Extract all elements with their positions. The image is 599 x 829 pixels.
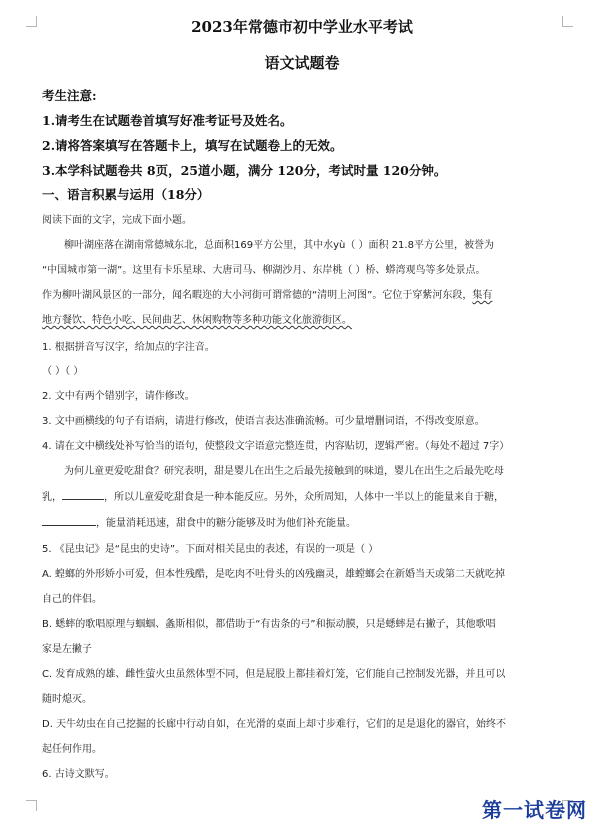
option-b-cont: 家是左撇子 xyxy=(42,644,92,655)
option-a-cont: 自己的伴侣。 xyxy=(42,594,102,605)
question-4: 4. 请在文中横线处补写恰当的语句，使整段文字语意完整连贯，内容贴切，逻辑严密。（每处不超过 7字） xyxy=(42,441,510,452)
question-1: 1. 根据拼音写汉字，给加点的字注音。 xyxy=(42,342,215,353)
notice-item: 3.本学科试题卷共 8页，25道小题，满分 120分，考试时量 120分钟。 xyxy=(42,163,447,178)
passage-line: “中国城市第一湖”。这里有卡乐星球、大唐司马、柳湖沙月、东岸桃（ ）桥、蟒湾观鸟等多处景点。 xyxy=(42,265,486,276)
option-d: D. 天牛幼虫在自己挖掘的长廊中行动自如，在光滑的桌面上却寸步难行，它们的足是退化的器官，始终不 xyxy=(42,719,507,730)
question-5: 5. 《昆虫记》是“昆虫的史诗”。下面对相关昆虫的表述，有误的一项是（ ） xyxy=(42,544,379,555)
question-4-text: 为何儿童更爱吃甜食？研究表明，甜是婴儿在出生之后最先接触到的味道，婴儿在出生之后最先吃母 xyxy=(64,466,504,477)
exam-subtitle: 语文试题卷 xyxy=(264,54,340,72)
option-d-cont: 起任何作用。 xyxy=(42,744,102,755)
question-3: 3. 文中画横线的句子有语病，请进行修改，使语言表达准确流畅。可少量增删词语，不得改变原意。 xyxy=(42,416,485,427)
crop-mark-bottom-left xyxy=(26,800,37,811)
wavy-underlined-text: 集有 xyxy=(472,290,493,301)
option-b: B. 蟋蟀的歌唱原理与蝈蝈、螽斯相似，都借助于“有齿条的弓”和振动膜，只是蟋蟀是右撇子，其他歌唱 xyxy=(42,619,496,630)
passage-line: 作为柳叶湖风景区的一部分，闻名暇迩的大小河街可谓常德的“清明上河图”。它位于穿紫河东段，集有 xyxy=(42,290,493,301)
notice-item: 2.请将答案填写在答题卡上，填写在试题卷上的无效。 xyxy=(42,138,343,153)
crop-mark-top-right xyxy=(562,16,573,27)
question-6: 6. 古诗文默写。 xyxy=(42,769,115,780)
notice-heading: 考生注意: xyxy=(42,88,97,103)
passage-line: 柳叶湖座落在湖南常德城东北，总面积169平方公里，其中水yù（ ）面积 21.8平方公里，被誉为 xyxy=(64,240,494,251)
notice-item: 1.请考生在试题卷首填写好准考证号及姓名。 xyxy=(42,113,293,128)
reading-intro: 阅读下面的文字，完成下面小题。 xyxy=(42,215,192,226)
exam-title: 2023年常德市初中学业水平考试 xyxy=(191,18,413,36)
question-2: 2. 文中有两个错别字，请作修改。 xyxy=(42,391,195,402)
passage-line-underlined: 地方餐饮、特色小吃、民间曲艺、休闲购物等多种功能文化旅游街区。 xyxy=(42,315,352,326)
question-4-text: ，能量消耗迅速，甜食中的糖分能够及时为他们补充能量。 xyxy=(42,514,356,529)
question-4-text: 乳， ，所以儿童爱吃甜食是一种本能反应。另外，众所周知，人体中一半以上的能量来自于糖， xyxy=(42,488,504,503)
option-a: A. 蝗螂的外形娇小可爱，但本性残酷，是吃肉不吐骨头的凶残幽灵，雄螳螂会在新婚当天或第二天就吃掉 xyxy=(42,569,506,580)
option-c: C. 发育成熟的雄、雌性萤火虫虽然体型不同，但是屁股上都挂着灯笼，它们能自己控制发光器，并且可以 xyxy=(42,669,506,680)
section-heading: 一、语言积累与运用（18分） xyxy=(42,187,210,202)
crop-mark-top-left xyxy=(26,16,37,27)
fill-blank-2[interactable] xyxy=(42,515,96,526)
question-1-answer-slots: （ ）（ ） xyxy=(42,366,84,377)
fill-blank-1[interactable] xyxy=(62,489,104,500)
option-c-cont: 随时熄灭。 xyxy=(42,694,92,705)
site-watermark: 第一试卷网 xyxy=(482,798,587,822)
